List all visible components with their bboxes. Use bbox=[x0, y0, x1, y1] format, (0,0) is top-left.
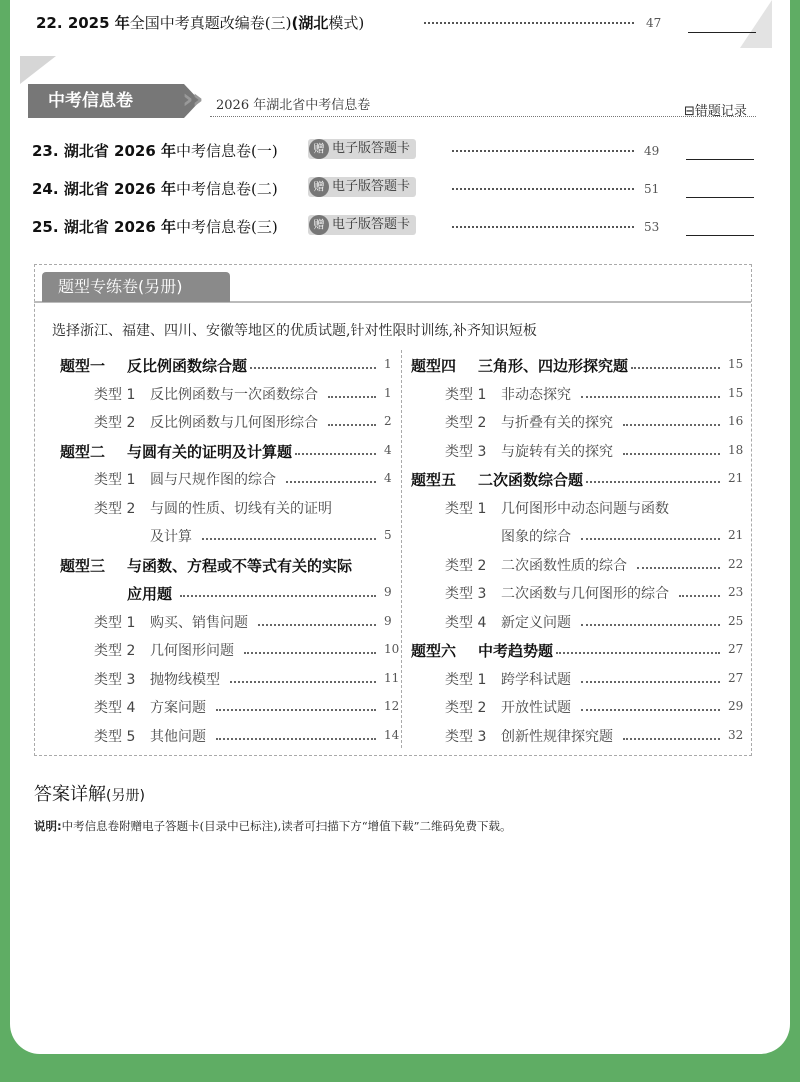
type-item-title[interactable]: 创新性规律探究题 bbox=[501, 728, 613, 745]
type-item-title-cont[interactable]: 图象的综合 bbox=[501, 529, 571, 545]
type-item-title[interactable]: 非动态探究 bbox=[501, 386, 571, 403]
type-item-title[interactable]: 购买、销售问题 bbox=[150, 614, 248, 631]
type-item-label: 类型 2 bbox=[94, 643, 136, 659]
page-number: 4 bbox=[384, 442, 392, 457]
entry-number: 23. bbox=[32, 142, 59, 160]
type-heading-title[interactable]: 与圆有关的证明及计算题 bbox=[127, 442, 293, 461]
type-item-title[interactable]: 开放性试题 bbox=[501, 700, 571, 716]
answers-title: 答案详解 bbox=[34, 784, 106, 805]
entry-head: 湖北省 2026 年 bbox=[63, 142, 177, 160]
section-fold bbox=[20, 56, 56, 84]
leader-dots bbox=[295, 453, 376, 455]
answer-card-badge[interactable] bbox=[308, 139, 416, 159]
page-number: 23 bbox=[728, 585, 744, 599]
leader-dots bbox=[180, 595, 376, 597]
answer-line bbox=[688, 32, 756, 33]
type-item-title[interactable]: 圆与尺规作图的综合 bbox=[150, 472, 276, 488]
badge-label: 电子版答题卡 bbox=[332, 141, 411, 156]
leader-dots bbox=[452, 188, 634, 190]
type-item-title[interactable]: 几何图形中动态问题与函数 bbox=[501, 500, 669, 517]
type-item-title-cont[interactable]: 及计算 bbox=[150, 529, 192, 545]
practice-intro: 选择浙江、福建、四川、安徽等地区的优质试题,针对性限时训练,补齐知识短板 bbox=[52, 323, 537, 339]
page-number: 15 bbox=[728, 357, 744, 371]
note-text: 中考信息卷附赠电子答题卡(目录中已标注),读者可扫描下方“增值下载”二维码免费下载。 bbox=[61, 819, 512, 833]
page-number: 18 bbox=[728, 442, 744, 457]
type-item-label: 类型 1 bbox=[445, 500, 487, 517]
entry-title: 中考信息卷(一) bbox=[176, 142, 278, 160]
column-divider bbox=[401, 350, 402, 748]
note bbox=[34, 818, 512, 834]
type-item-title[interactable]: 其他问题 bbox=[150, 728, 206, 745]
section-tab-label: 中考信息卷 bbox=[48, 91, 133, 111]
leader-dots bbox=[244, 652, 376, 654]
type-item-title[interactable]: 与折叠有关的探究 bbox=[501, 415, 613, 431]
badge-label: 电子版答题卡 bbox=[332, 217, 411, 232]
answer-card-badge[interactable] bbox=[308, 215, 416, 235]
leader-dots bbox=[679, 595, 720, 597]
type-item-title[interactable]: 抛物线模型 bbox=[150, 671, 220, 688]
practice-tab-label: 题型专练卷(另册) bbox=[58, 277, 183, 296]
type-item-label: 类型 3 bbox=[445, 586, 487, 602]
leader-dots bbox=[328, 424, 376, 426]
entry-head: 湖北省 2026 年 bbox=[63, 180, 177, 198]
answers-suffix: (另册) bbox=[106, 788, 145, 804]
type-item-label: 类型 2 bbox=[94, 415, 136, 431]
type-item-label: 类型 3 bbox=[94, 671, 136, 688]
toc-entry-23[interactable] bbox=[32, 140, 278, 161]
type-item-title[interactable]: 反比例函数与一次函数综合 bbox=[150, 386, 318, 403]
toc-entry-25[interactable] bbox=[32, 216, 278, 237]
page-number: 21 bbox=[728, 528, 744, 542]
type-item-title[interactable]: 方案问题 bbox=[150, 700, 206, 716]
type-item-label: 类型 1 bbox=[445, 671, 487, 688]
leader-dots bbox=[623, 738, 720, 740]
page-number: 16 bbox=[728, 414, 744, 428]
page-number: 11 bbox=[384, 670, 400, 685]
type-item-title[interactable]: 反比例函数与几何图形综合 bbox=[150, 415, 318, 431]
entry-suffix: 模式) bbox=[328, 14, 365, 32]
type-heading-label: 题型二 bbox=[60, 442, 106, 461]
page-number: 22 bbox=[728, 556, 744, 571]
section-subtitle: 2026 年湖北省中考信息卷 bbox=[216, 98, 371, 113]
leader-dots bbox=[556, 652, 720, 654]
section-tab bbox=[28, 84, 184, 118]
leader-dots bbox=[581, 709, 720, 711]
entry-number: 22. bbox=[36, 14, 63, 32]
page-number: 25 bbox=[728, 613, 744, 628]
type-item-label: 类型 2 bbox=[445, 700, 487, 716]
type-item-label: 类型 1 bbox=[94, 472, 136, 488]
page-number: 9 bbox=[384, 585, 392, 599]
type-item-title[interactable]: 新定义问题 bbox=[501, 614, 571, 631]
type-item-label: 类型 1 bbox=[445, 386, 487, 403]
type-heading-title[interactable]: 三角形、四边形探究题 bbox=[478, 357, 629, 375]
type-heading-label: 题型四 bbox=[411, 357, 457, 375]
leader-dots bbox=[216, 709, 376, 711]
page-number: 49 bbox=[644, 144, 660, 158]
answers-heading bbox=[34, 780, 145, 806]
type-heading-label: 题型一 bbox=[60, 357, 106, 375]
type-item-label: 类型 3 bbox=[445, 443, 487, 460]
page-number: 12 bbox=[384, 699, 400, 713]
type-item-label: 类型 4 bbox=[94, 700, 136, 716]
page-number: 27 bbox=[728, 642, 744, 656]
page-number: 21 bbox=[728, 471, 744, 485]
gift-icon: 赠 bbox=[309, 177, 329, 197]
chevron-right-icon: › bbox=[182, 82, 194, 115]
gift-icon: 赠 bbox=[309, 139, 329, 159]
error-record bbox=[684, 100, 747, 119]
leader-dots bbox=[452, 150, 634, 152]
entry-suffix-bold: (湖北 bbox=[291, 14, 329, 32]
answer-line bbox=[686, 197, 754, 198]
page-number: 2 bbox=[384, 414, 392, 428]
type-heading-label: 题型五 bbox=[411, 471, 457, 489]
page-number: 51 bbox=[644, 182, 660, 196]
leader-dots bbox=[581, 681, 720, 683]
toc-entry-22[interactable] bbox=[36, 12, 364, 33]
answer-card-badge[interactable] bbox=[308, 177, 416, 197]
leader-dots bbox=[637, 567, 720, 569]
page-number: 27 bbox=[728, 670, 744, 685]
leader-dots bbox=[586, 481, 720, 483]
type-item-label: 类型 4 bbox=[445, 614, 487, 631]
type-heading-title[interactable]: 与函数、方程或不等式有关的实际 bbox=[127, 556, 353, 575]
entry-title: 全国中考真题改编卷(三) bbox=[129, 14, 292, 32]
leader-dots bbox=[424, 22, 634, 24]
page-number: 1 bbox=[384, 385, 392, 400]
practice-tab bbox=[42, 272, 230, 302]
badge-label: 电子版答题卡 bbox=[332, 179, 411, 194]
type-heading-title[interactable]: 反比例函数综合题 bbox=[127, 357, 248, 375]
leader-dots bbox=[623, 453, 720, 455]
type-item-title[interactable]: 与圆的性质、切线有关的证明 bbox=[150, 500, 332, 517]
error-record-label: 错题记录 bbox=[694, 104, 747, 119]
leader-dots bbox=[581, 624, 720, 626]
entry-title: 中考信息卷(三) bbox=[176, 218, 278, 236]
page-number: 4 bbox=[384, 471, 392, 485]
type-item-title[interactable]: 二次函数与几何图形的综合 bbox=[501, 586, 669, 602]
type-item-title[interactable]: 几何图形问题 bbox=[150, 643, 234, 659]
page-number: 47 bbox=[646, 16, 662, 30]
leader-dots bbox=[230, 681, 376, 683]
toc-entry-24[interactable] bbox=[32, 178, 278, 199]
type-item-label: 类型 1 bbox=[94, 386, 136, 403]
page-number: 29 bbox=[728, 699, 744, 713]
leader-dots bbox=[328, 396, 376, 398]
leader-dots bbox=[452, 226, 634, 228]
leader-dots bbox=[286, 481, 376, 483]
entry-number: 25. bbox=[32, 218, 59, 236]
type-heading-title[interactable]: 二次函数综合题 bbox=[478, 471, 584, 489]
chevron-right-icon: › bbox=[192, 82, 204, 115]
leader-dots bbox=[581, 538, 720, 540]
type-item-label: 类型 1 bbox=[94, 614, 136, 631]
type-item-label: 类型 2 bbox=[445, 557, 487, 574]
type-item-label: 类型 2 bbox=[445, 415, 487, 431]
leader-dots bbox=[202, 538, 376, 540]
note-label: 说明: bbox=[34, 819, 62, 833]
note-icon: ⊟ bbox=[684, 104, 695, 119]
page-number: 53 bbox=[644, 220, 660, 234]
type-item-title[interactable]: 与旋转有关的探究 bbox=[501, 443, 613, 460]
entry-head: 湖北省 2026 年 bbox=[63, 218, 177, 236]
type-item-title[interactable]: 二次函数性质的综合 bbox=[501, 557, 627, 574]
entry-year: 2025 年 bbox=[67, 14, 130, 32]
leader-dots bbox=[581, 396, 720, 398]
gift-icon: 赠 bbox=[309, 215, 329, 235]
type-heading-label: 题型三 bbox=[60, 556, 106, 575]
type-item-label: 类型 2 bbox=[94, 500, 136, 517]
page-number: 10 bbox=[384, 642, 400, 656]
page-number: 1 bbox=[384, 357, 392, 371]
page-fold-top bbox=[740, 0, 772, 48]
type-heading-title[interactable]: 中考趋势题 bbox=[478, 642, 554, 660]
answer-line bbox=[686, 235, 754, 236]
entry-number: 24. bbox=[32, 180, 59, 198]
answer-line bbox=[686, 159, 754, 160]
type-item-label: 类型 3 bbox=[445, 728, 487, 745]
type-heading-title-cont[interactable]: 应用题 bbox=[127, 585, 173, 603]
page-number: 15 bbox=[728, 385, 744, 400]
type-heading-label: 题型六 bbox=[411, 642, 457, 660]
leader-dots bbox=[258, 624, 376, 626]
leader-dots bbox=[631, 367, 720, 369]
page-number: 14 bbox=[384, 727, 400, 742]
page-number: 32 bbox=[728, 727, 744, 742]
leader-dots bbox=[216, 738, 376, 740]
leader-dots bbox=[623, 424, 720, 426]
leader-dots bbox=[250, 367, 376, 369]
entry-title: 中考信息卷(二) bbox=[176, 180, 278, 198]
page-number: 5 bbox=[384, 528, 392, 542]
section-divider bbox=[210, 116, 756, 117]
page-number: 9 bbox=[384, 613, 392, 628]
type-item-label: 类型 5 bbox=[94, 728, 136, 745]
type-item-title[interactable]: 跨学科试题 bbox=[501, 671, 571, 688]
